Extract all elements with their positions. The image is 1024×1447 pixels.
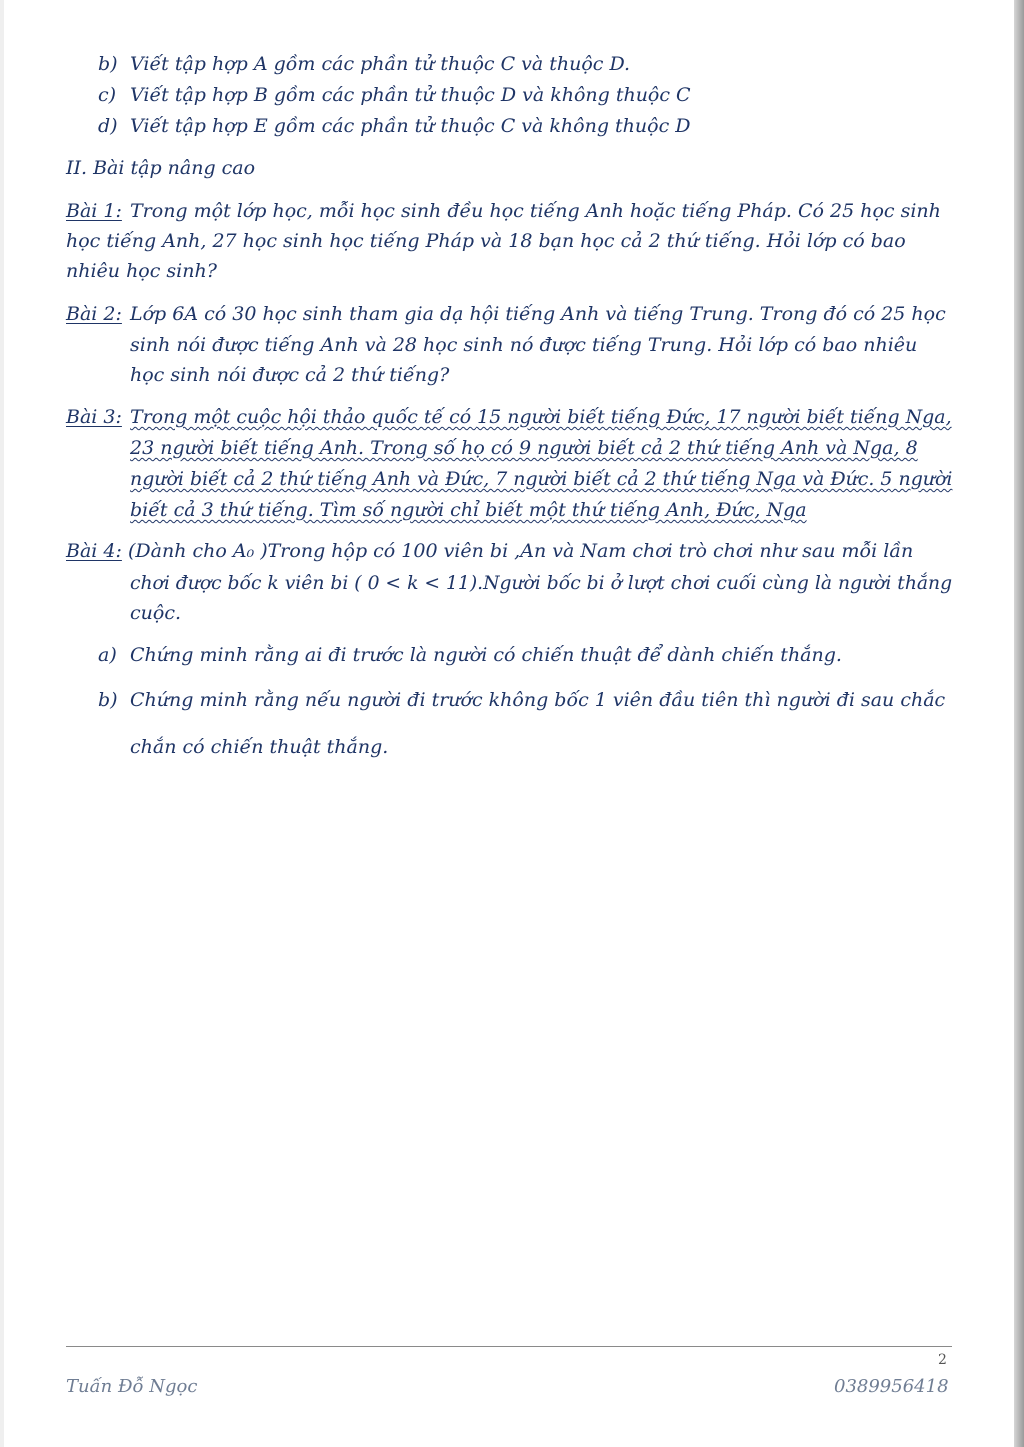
sub-item-marker: b) [98,689,118,711]
section-heading: II. Bài tập nâng cao [66,157,256,179]
footer-author: Tuấn Đỗ Ngọc [66,1376,198,1397]
list-text: Viết tập hợp B gồm các phần tử thuộc D và không thuộc C [130,84,691,106]
exercise-text-line: học tiếng Anh, 27 học sinh học tiếng Pháp và 18 bạn học cả 2 thứ tiếng. Hỏi lớp có bao [66,230,906,252]
sub-item-text: Chứng minh rằng ai đi trước là người có chiến thuật để dành chiến thắng. [130,644,842,666]
exercise-text-line: Lớp 6A có 30 học sinh tham gia dạ hội tiếng Anh và tiếng Trung. Trong đó có 25 học [130,303,946,325]
list-text: Viết tập hợp E gồm các phần tử thuộc C và không thuộc D [130,115,691,137]
exercise-text-line: người biết cả 2 thứ tiếng Anh và Đức, 7 người biết cả 2 thứ tiếng Nga và Đức. 5 người [130,468,953,490]
list-marker: b) [98,53,118,75]
sub-item-marker: a) [98,644,117,666]
exercise-text-line: học sinh nói được cả 2 thứ tiếng? [130,364,450,386]
page-right-edge [1014,0,1024,1447]
list-marker: c) [98,84,117,106]
page-left-edge [0,0,4,1447]
footer-phone: 0389956418 [834,1376,949,1397]
exercise-text-line: Trong một cuộc hội thảo quốc tế có 15 người biết tiếng Đức, 17 người biết tiếng Nga, [130,406,952,428]
list-marker: d) [98,115,118,137]
exercise-text-line: sinh nói được tiếng Anh và 28 học sinh nó được tiếng Trung. Hỏi lớp có bao nhiêu [130,334,918,356]
exercise-label: Bài 4: [66,540,122,562]
exercise-label: Bài 2: [66,303,122,325]
sub-item-text: Chứng minh rằng nếu người đi trước không bốc 1 viên đầu tiên thì người đi sau chắc [130,689,946,711]
exercise-text-line: biết cả 3 thứ tiếng. Tìm số người chỉ biết một thứ tiếng Anh, Đức, Nga [130,499,807,521]
list-text: Viết tập hợp A gồm các phần tử thuộc C và thuộc D. [130,53,631,75]
exercise-text-line: nhiêu học sinh? [66,260,217,282]
exercise-text-line: 23 người biết tiếng Anh. Trong số họ có 9 người biết cả 2 thứ tiếng Anh và Nga, 8 [130,437,918,459]
exercise-label: Bài 1: [66,200,122,222]
exercise-text-line: cuộc. [130,602,181,624]
footer-divider [66,1346,952,1347]
exercise-text-line: Trong một lớp học, mỗi học sinh đều học tiếng Anh hoặc tiếng Pháp. Có 25 học sinh [130,200,941,222]
exercise-label: Bài 3: [66,406,122,428]
sub-item-text: chắn có chiến thuật thắng. [130,736,389,758]
page-number: 2 [938,1352,947,1368]
exercise-text-line: (Dành cho A₀ )Trong hộp có 100 viên bi ,An và Nam chơi trò chơi như sau mỗi lần [128,540,914,562]
exercise-text-line: chơi được bốc k viên bi ( 0 < k < 11).Người bốc bi ở lượt chơi cuối cùng là người thắng [130,572,953,594]
